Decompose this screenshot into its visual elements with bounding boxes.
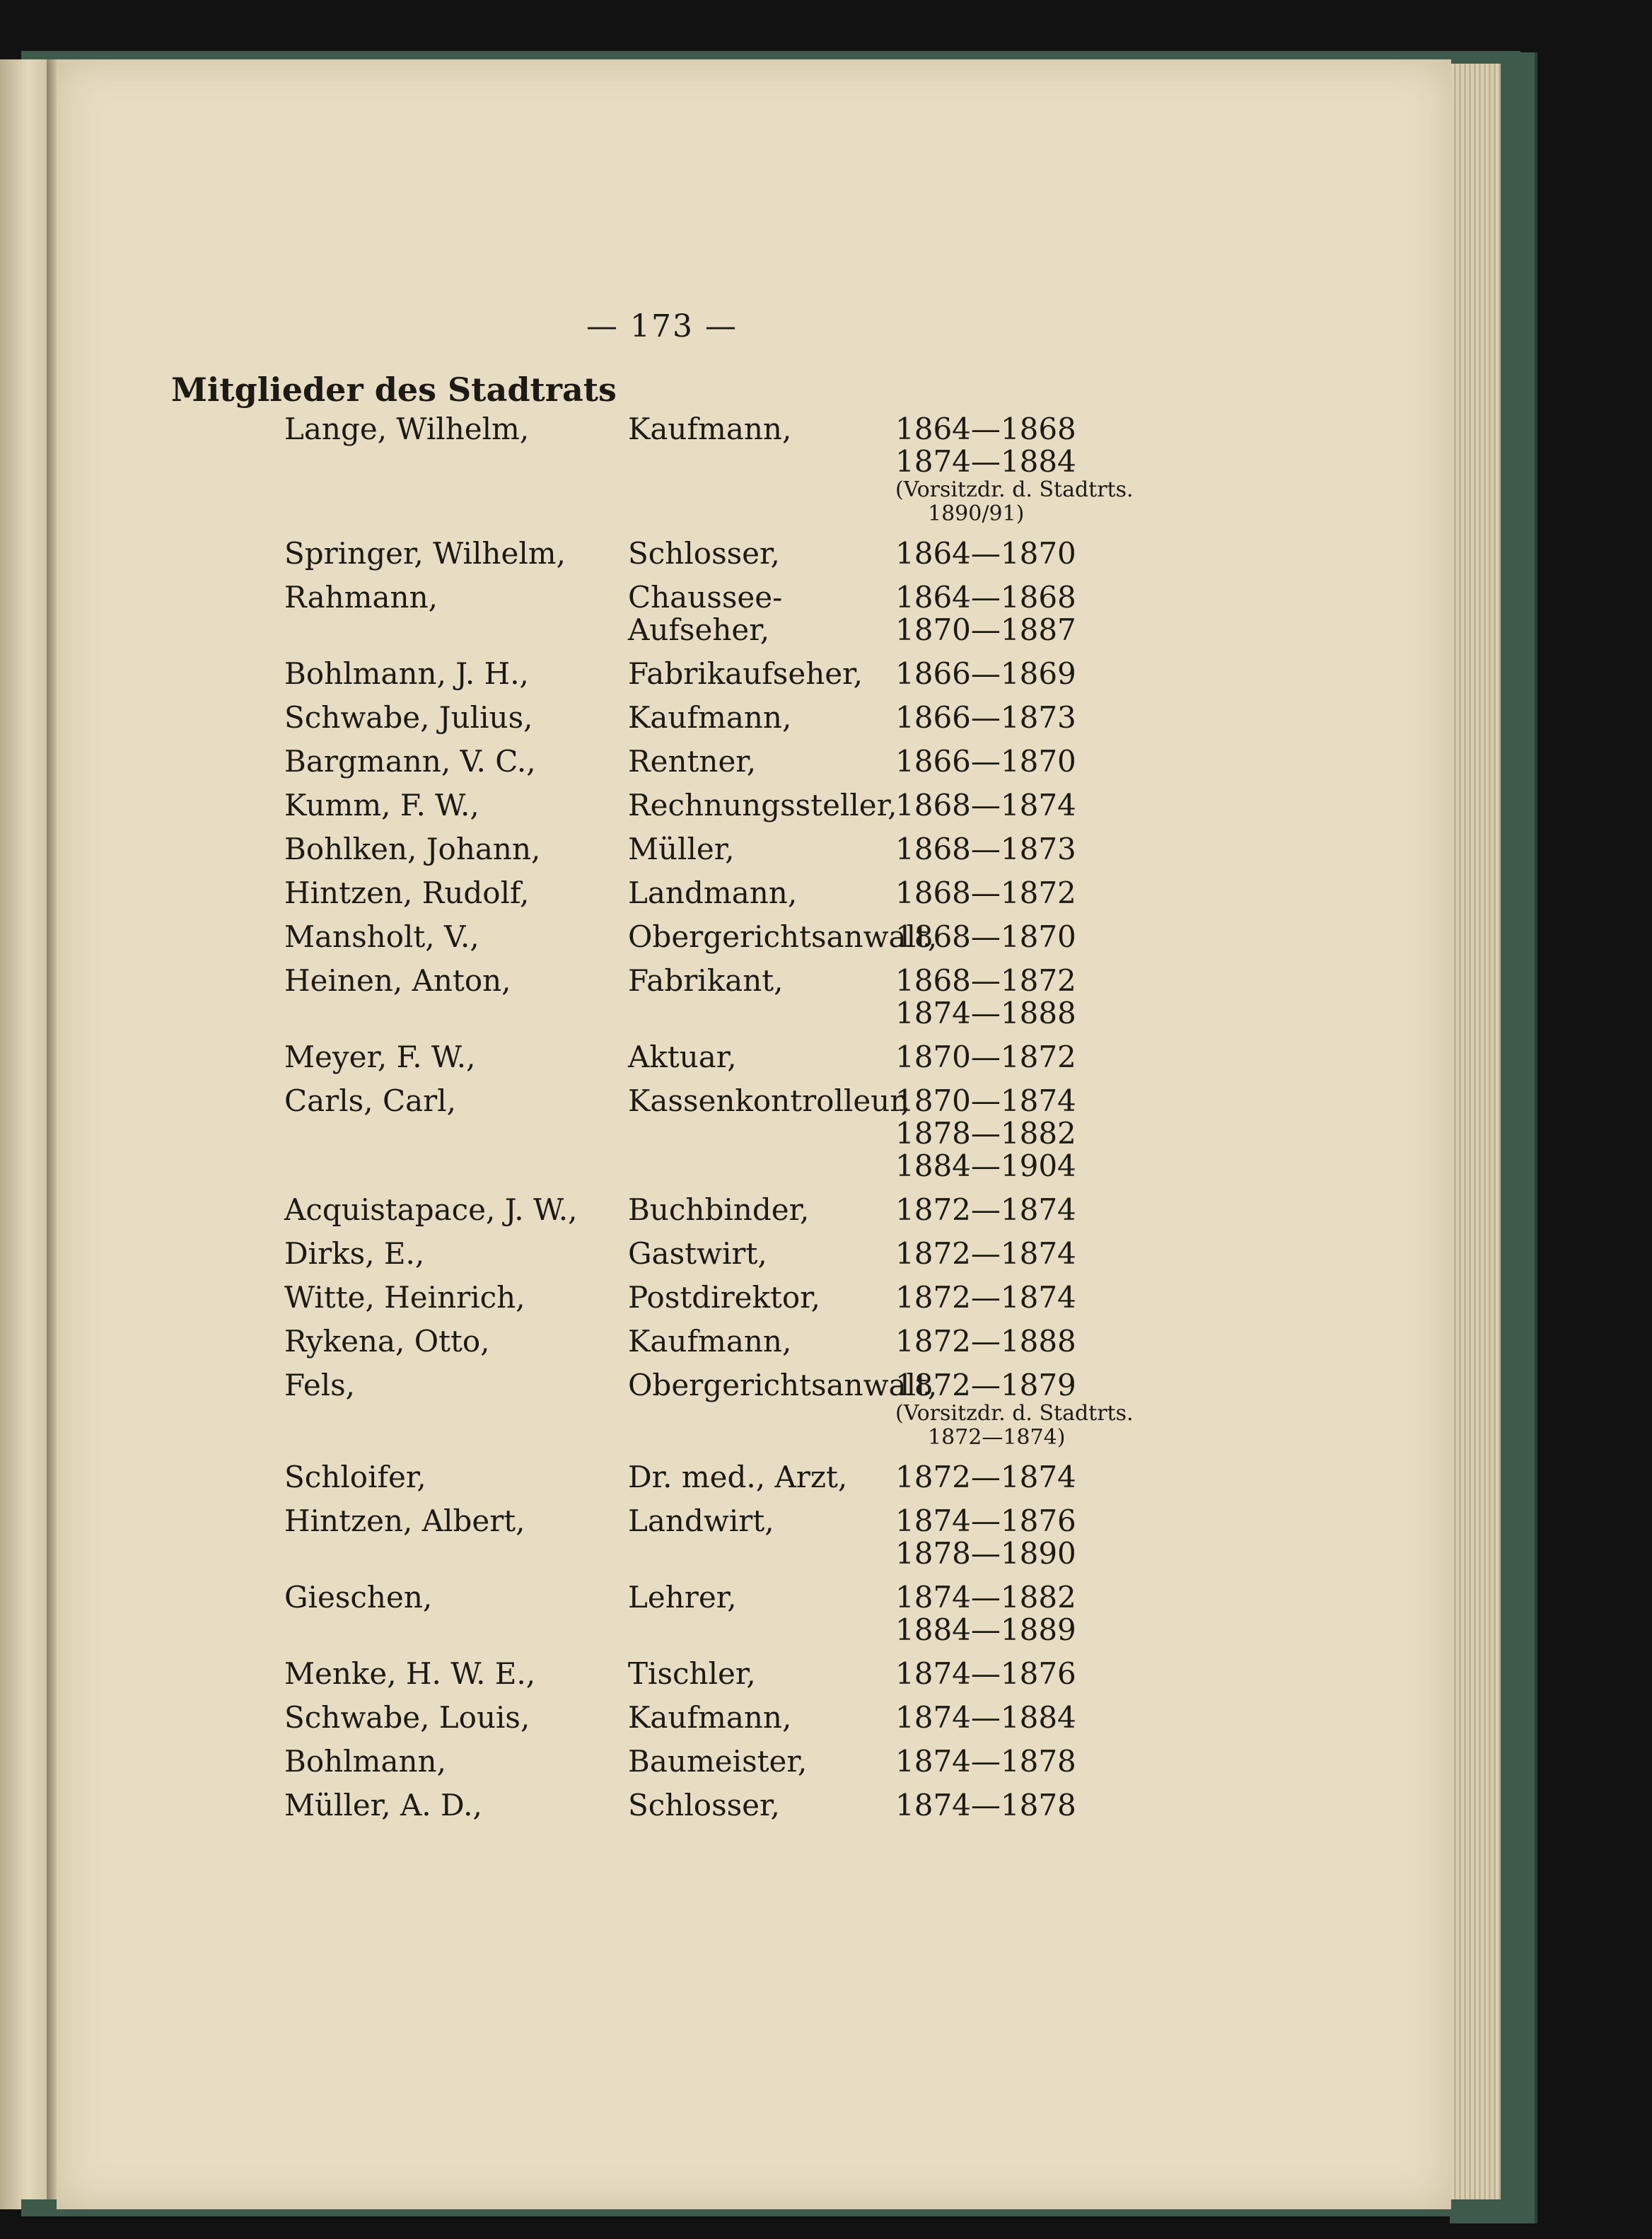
year-range: 1874—1884 xyxy=(895,1700,1076,1735)
member-years xyxy=(895,921,1345,953)
member-row xyxy=(284,789,1345,822)
member-row xyxy=(284,1281,1345,1314)
member-name: Dirks, E., xyxy=(284,1236,425,1271)
member-years xyxy=(895,877,1345,909)
member-occupation: Landmann, xyxy=(628,876,798,910)
year-range: 1874—1888 xyxy=(895,996,1076,1030)
member-name: Mansholt, V., xyxy=(284,919,479,954)
member-row xyxy=(284,581,1345,646)
member-years xyxy=(895,581,1345,646)
member-occupation: Kaufmann, xyxy=(628,1700,792,1735)
member-name: Meyer, F. W., xyxy=(284,1040,476,1074)
member-name: Menke, H. W. E., xyxy=(284,1656,536,1691)
year-range: 1872—1874 xyxy=(895,1236,1076,1271)
member-years xyxy=(895,537,1345,570)
member-years xyxy=(895,789,1345,822)
page-number: — 173 — xyxy=(586,308,738,344)
year-range: 1866—1870 xyxy=(895,744,1076,779)
member-row xyxy=(284,1085,1345,1182)
member-occupation: Rentner, xyxy=(628,744,757,779)
member-years xyxy=(895,1194,1345,1226)
member-name: Bohlken, Johann, xyxy=(284,832,541,866)
year-range: 1872—1874 xyxy=(895,1280,1076,1315)
member-occupation: Obergerichtsanwalt, xyxy=(628,1368,938,1402)
member-name: Schwabe, Louis, xyxy=(284,1700,530,1735)
member-years xyxy=(895,1658,1345,1690)
member-row xyxy=(284,537,1345,570)
member-occupation: Fabrikaufseher, xyxy=(628,656,863,691)
year-range: 1878—1890 xyxy=(895,1536,1076,1571)
member-row xyxy=(284,1041,1345,1074)
member-occupation: Schlosser, xyxy=(628,536,780,571)
member-row xyxy=(284,877,1345,909)
member-row xyxy=(284,833,1345,866)
chair-note: 1872—1874) xyxy=(928,1425,1066,1450)
year-range: 1868—1873 xyxy=(895,832,1076,866)
year-range: 1872—1879 xyxy=(895,1368,1076,1402)
member-name: Witte, Heinrich, xyxy=(284,1280,525,1315)
member-occupation: Chaussee-Aufseher, xyxy=(628,580,783,647)
member-occupation: Buchbinder, xyxy=(628,1192,810,1227)
member-row xyxy=(284,921,1345,953)
facing-page-edge xyxy=(0,59,47,2209)
member-years xyxy=(895,1325,1345,1358)
member-name: Lange, Wilhelm, xyxy=(284,412,530,446)
member-row xyxy=(284,1789,1345,1822)
member-row xyxy=(284,1702,1345,1734)
year-range: 1866—1869 xyxy=(895,656,1076,691)
member-occupation: Gastwirt, xyxy=(628,1236,767,1271)
member-years xyxy=(895,1505,1345,1570)
member-name: Schloifer, xyxy=(284,1460,426,1494)
member-name: Müller, A. D., xyxy=(284,1788,482,1822)
member-name: Acquistapace, J. W., xyxy=(284,1192,578,1227)
member-years xyxy=(895,1461,1345,1494)
member-row xyxy=(284,1238,1345,1270)
member-occupation: Schlosser, xyxy=(628,1788,780,1822)
member-years xyxy=(895,833,1345,866)
member-years xyxy=(895,1369,1345,1450)
year-range: 1874—1882 xyxy=(895,1580,1076,1615)
member-name: Rykena, Otto, xyxy=(284,1324,490,1359)
member-row xyxy=(284,1325,1345,1358)
member-occupation: Rechnungssteller, xyxy=(628,788,897,822)
year-range: 1878—1882 xyxy=(895,1116,1076,1151)
member-occupation: Fabrikant, xyxy=(628,963,784,998)
member-years xyxy=(895,1238,1345,1270)
member-years xyxy=(895,745,1345,778)
year-range: 1868—1870 xyxy=(895,919,1076,954)
year-range: 1868—1874 xyxy=(895,788,1076,822)
member-years xyxy=(895,1745,1345,1778)
year-range: 1870—1872 xyxy=(895,1040,1076,1074)
member-occupation: Kaufmann, xyxy=(628,412,792,446)
member-years xyxy=(895,965,1345,1030)
member-row xyxy=(284,1194,1345,1226)
year-range: 1868—1872 xyxy=(895,876,1076,910)
year-range: 1872—1874 xyxy=(895,1460,1076,1494)
year-range: 1864—1868 xyxy=(895,580,1076,615)
member-years xyxy=(895,1581,1345,1646)
member-name: Heinen, Anton, xyxy=(284,963,511,998)
member-name: Gieschen, xyxy=(284,1580,433,1615)
member-row xyxy=(284,1461,1345,1494)
member-years xyxy=(895,1041,1345,1074)
member-years xyxy=(895,1085,1345,1182)
year-range: 1870—1874 xyxy=(895,1083,1076,1118)
member-row xyxy=(284,965,1345,1030)
section-title: Mitglieder des Stadtrats xyxy=(171,371,617,409)
member-name: Schwabe, Julius, xyxy=(284,700,533,735)
member-occupation: Müller, xyxy=(628,832,735,866)
year-range: 1874—1884 xyxy=(895,444,1076,479)
member-name: Kumm, F. W., xyxy=(284,788,479,822)
year-range: 1866—1873 xyxy=(895,700,1076,735)
member-name: Fels, xyxy=(284,1368,356,1402)
book-gutter xyxy=(47,59,57,2209)
member-occupation: Aktuar, xyxy=(628,1040,737,1074)
member-name: Bohlmann, xyxy=(284,1744,446,1779)
member-occupation: Kassenkontrolleur, xyxy=(628,1083,911,1118)
member-occupation: Lehrer, xyxy=(628,1580,737,1615)
member-row xyxy=(284,1658,1345,1690)
member-row xyxy=(284,1505,1345,1570)
year-range: 1864—1868 xyxy=(895,412,1076,446)
member-occupation: Kaufmann, xyxy=(628,1324,792,1359)
member-name: Hintzen, Rudolf, xyxy=(284,876,530,910)
chair-note: (Vorsitzdr. d. Stadtrts. xyxy=(895,1401,1134,1426)
member-name: Bargmann, V. C., xyxy=(284,744,536,779)
member-occupation: Postdirektor, xyxy=(628,1280,820,1315)
year-range: 1874—1878 xyxy=(895,1788,1076,1822)
member-occupation: Landwirt, xyxy=(628,1504,774,1538)
year-range: 1870—1887 xyxy=(895,612,1076,647)
year-range: 1868—1872 xyxy=(895,963,1076,998)
member-row xyxy=(284,658,1345,690)
member-row xyxy=(284,413,1345,526)
member-row xyxy=(284,1581,1345,1646)
year-range: 1872—1874 xyxy=(895,1192,1076,1227)
member-row xyxy=(284,702,1345,734)
chair-note: (Vorsitzdr. d. Stadtrts. xyxy=(895,477,1134,502)
chair-note: 1890/91) xyxy=(928,501,1025,526)
member-name: Bohlmann, J. H., xyxy=(284,656,529,691)
document-page xyxy=(57,59,1451,2209)
page-block-edge xyxy=(1451,64,1501,2214)
member-years xyxy=(895,658,1345,690)
member-years xyxy=(895,1281,1345,1314)
member-years xyxy=(895,702,1345,734)
member-row xyxy=(284,1369,1345,1450)
member-occupation: Baumeister, xyxy=(628,1744,808,1779)
year-range: 1874—1876 xyxy=(895,1656,1076,1691)
member-occupation: Kaufmann, xyxy=(628,700,792,735)
member-name: Rahmann, xyxy=(284,580,438,615)
year-range: 1884—1904 xyxy=(895,1148,1076,1183)
year-range: 1874—1876 xyxy=(895,1504,1076,1538)
member-name: Hintzen, Albert, xyxy=(284,1504,525,1538)
member-occupation: Tischler, xyxy=(628,1656,756,1691)
member-row xyxy=(284,745,1345,778)
year-range: 1872—1888 xyxy=(895,1324,1076,1359)
member-occupation: Dr. med., Arzt, xyxy=(628,1460,848,1494)
member-name: Carls, Carl, xyxy=(284,1083,456,1118)
member-name: Springer, Wilhelm, xyxy=(284,536,566,571)
year-range: 1874—1878 xyxy=(895,1744,1076,1779)
member-years xyxy=(895,1702,1345,1734)
member-list xyxy=(284,413,1345,1822)
member-years xyxy=(895,1789,1345,1822)
year-range: 1884—1889 xyxy=(895,1612,1076,1647)
member-occupation: Obergerichtsanwalt, xyxy=(628,919,938,954)
year-range: 1864—1870 xyxy=(895,536,1076,571)
member-years xyxy=(895,413,1345,526)
member-row xyxy=(284,1745,1345,1778)
